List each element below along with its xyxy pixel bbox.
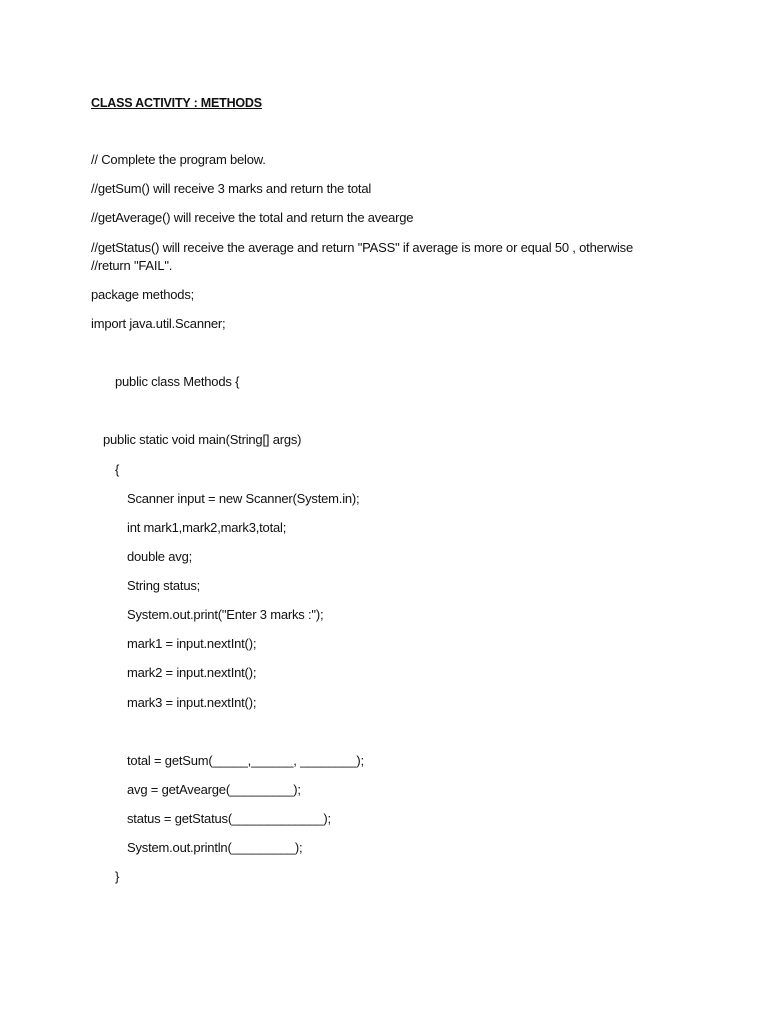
document-title: CLASS ACTIVITY : METHODS <box>91 96 262 110</box>
comment-line-4: //getStatus() will receive the average and return "PASS" if average is more or equal 50 , otherwise <box>91 240 633 255</box>
class-declaration: public class Methods { <box>115 374 240 389</box>
open-brace: { <box>115 462 120 477</box>
code-line-blank-fill: total = getSum(_____,______, ________); <box>127 753 364 768</box>
code-line: System.out.print("Enter 3 marks :"); <box>127 607 324 622</box>
comment-line-5: //return "FAIL". <box>91 258 173 273</box>
main-method-declaration: public static void main(String[] args) <box>103 432 302 447</box>
code-line: mark2 = input.nextInt(); <box>127 665 257 680</box>
close-brace: } <box>115 869 120 884</box>
package-line: package methods; <box>91 287 195 302</box>
comment-line-3: //getAverage() will receive the total and return the avearge <box>91 210 414 225</box>
code-line-blank-fill: System.out.println(_________); <box>127 840 303 855</box>
code-line-blank-fill: avg = getAvearge(_________); <box>127 782 301 797</box>
import-line: import java.util.Scanner; <box>91 316 226 331</box>
code-line-blank-fill: status = getStatus(_____________); <box>127 811 331 826</box>
comment-line-1: // Complete the program below. <box>91 152 266 167</box>
code-line: int mark1,mark2,mark3,total; <box>127 520 287 535</box>
code-line: mark3 = input.nextInt(); <box>127 695 257 710</box>
comment-line-2: //getSum() will receive 3 marks and return the total <box>91 181 372 196</box>
code-line: String status; <box>127 578 201 593</box>
code-line: Scanner input = new Scanner(System.in); <box>127 491 360 506</box>
code-line: mark1 = input.nextInt(); <box>127 636 257 651</box>
code-line: double avg; <box>127 549 193 564</box>
